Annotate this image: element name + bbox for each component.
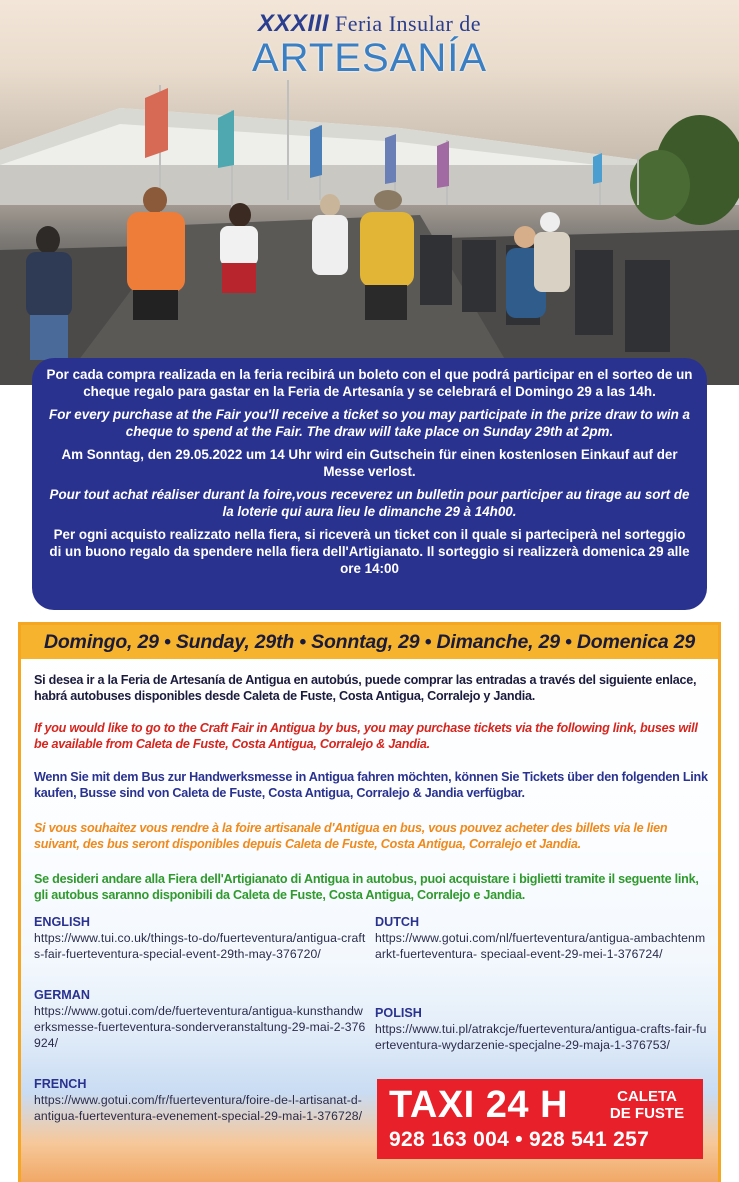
- link-german-url[interactable]: https://www.gotui.com/de/fuerteventura/antigua-kunsthandwerksmesse-fuerteventura-sonderveranstaltung-29-mai-2-376924/: [34, 1004, 366, 1050]
- info-french: Pour tout achat réaliser durant la foire,vous receverez un bulletin pour participer au tirage au sort de la loterie qui aura lieu le dimanche 29 à 14h00.: [49, 487, 690, 519]
- info-german: Am Sonntag, den 29.05.2022 um 14 Uhr wird ein Gutschein für einen kostenlosen Einkauf auf der Messe verlost.: [61, 447, 678, 479]
- link-german-label: GERMAN: [34, 988, 90, 1002]
- link-polish: [375, 1005, 710, 1053]
- bus-info-english: If you would like to go to the Craft Fair in Antigua by bus, you may purchase tickets via the following link, buses will be available from Caleta de Fuste, Costa Antigua, Corralejo & Jandia.: [34, 721, 698, 751]
- taxi-advert: [377, 1079, 703, 1159]
- bus-info-italian: Se desideri andare alla Fiera dell'Artigianato di Antigua in autobus, puoi acquistare i biglietti tramite il seguente link, gli autobus saranno disponibili da Caleta de Fuste, Costa Antigua, Corralejo e Jandia.: [34, 872, 699, 902]
- link-english: [34, 914, 366, 962]
- logo-edition: XXXIII: [257, 10, 329, 37]
- logo-title: ARTESANÍA: [252, 36, 487, 80]
- link-french-label: FRENCH: [34, 1077, 87, 1091]
- link-dutch-label: DUTCH: [375, 915, 420, 929]
- logo-subtitle: [0, 12, 739, 36]
- taxi-phone-numbers[interactable]: 928 163 004 • 928 541 257: [389, 1128, 650, 1151]
- info-english: For every purchase at the Fair you'll receive a ticket so you may participate in the prize draw to win a cheque to spend at the Fair. The draw will take place on Sunday 29th at 2pm.: [49, 407, 690, 439]
- taxi-location-line1: CALETA: [617, 1088, 677, 1105]
- link-polish-url[interactable]: https://www.tui.pl/atrakcje/fuerteventura/antigua-crafts-fair-fuerteventura-wydarzenie-specjalne-29-maja-1-376753/: [375, 1022, 707, 1052]
- bus-info-spanish: Si desea ir a la Feria de Artesanía de Antigua en autobús, puede comprar las entradas a través del siguiente enlace, habrá autobuses disponibles desde Caleta de Fuste, Costa Antigua, Corralejo y Jandia.: [34, 673, 697, 703]
- link-polish-label: POLISH: [375, 1006, 422, 1020]
- link-english-label: ENGLISH: [34, 915, 90, 929]
- taxi-location: [599, 1088, 695, 1122]
- bus-info-french: Si vous souhaitez vous rendre à la foire artisanale d'Antigua en bus, vous pouvez acheter des billets via le lien suivant, des bus seront disponibles depuis Caleta de Fuste, Costa Antigua, Corralejo et Jandia.: [34, 821, 668, 851]
- prize-draw-info-box: [32, 358, 707, 610]
- taxi-location-line2: DE FUSTE: [609, 1105, 685, 1122]
- taxi-title: TAXI 24 H: [389, 1084, 569, 1126]
- date-header: Domingo, 29 • Sunday, 29th • Sonntag, 29 • Dimanche, 29 • Domenica 29: [21, 625, 718, 659]
- fair-logo: [0, 12, 739, 80]
- link-french: [34, 1076, 366, 1124]
- link-french-url[interactable]: https://www.gotui.com/fr/fuerteventura/foire-de-l-artisanat-d-antigua-fuerteventura-evenement-special-29-mai-1-376728/: [34, 1093, 363, 1123]
- link-english-url[interactable]: https://www.tui.co.uk/things-to-do/fuerteventura/antigua-crafts-fair-fuerteventura-special-event-29th-may-376720/: [34, 931, 366, 961]
- link-german: [34, 987, 366, 1051]
- link-dutch-url[interactable]: https://www.gotui.com/nl/fuerteventura/antigua-ambachtenmarkt-fuerteventura- speciaal-event-29-mei-1-376724/: [375, 931, 706, 961]
- link-dutch: [375, 914, 710, 962]
- logo-subtitle-text: Feria Insular de: [334, 11, 482, 36]
- bus-info-german: Wenn Sie mit dem Bus zur Handwerksmesse in Antigua fahren möchten, können Sie Tickets über den folgenden Link kaufen, Busse sind von Caleta de Fuste, Costa Antigua, Corralejo & Jandia verfügbar.: [34, 770, 708, 800]
- info-italian: Per ogni acquisto realizzato nella fiera, si riceverà un ticket con il quale si parteciperà nel sorteggio di un buono regalo da spendere nella fiera dell'Artigianato. Il sorteggio si realizzerà domenica 29 alle ore 14:00: [49, 527, 690, 576]
- info-spanish: Por cada compra realizada en la feria recibirá un boleto con el que podrá participar en el sorteo de un cheque regalo para gastar en la Feria de Artesanía y se celebrará el Domingo 29 a las 14h.: [46, 367, 693, 399]
- hero-photo: [0, 0, 739, 385]
